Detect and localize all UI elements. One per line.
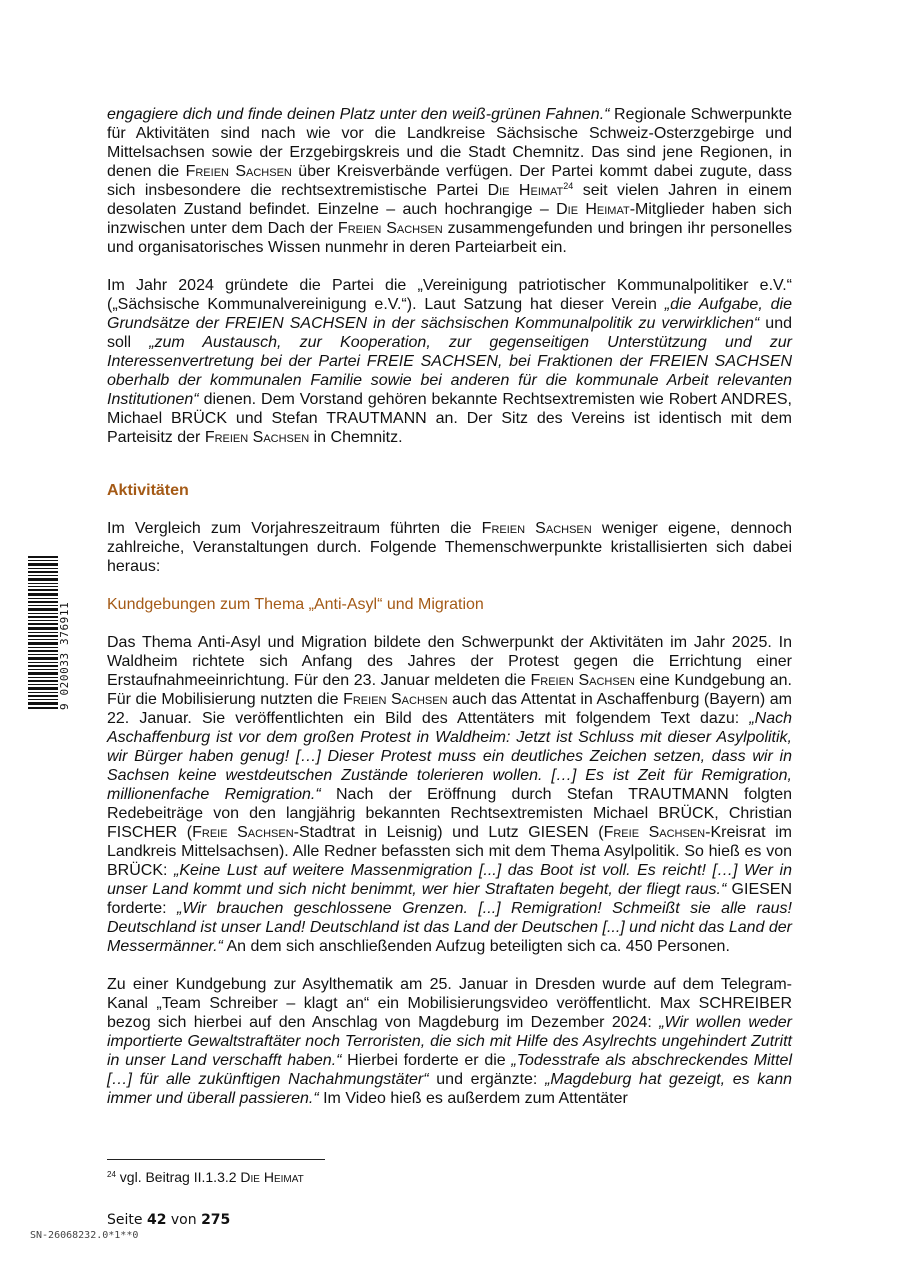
text: Zu einer Kundgebung zur Asylthematik am 25. Januar in Dresden wurde auf dem Telegram-Kanal „Team Schreiber – klagt an“ ein Mobilisierungsvideo veröffentlicht. Max SCHREIBER bezog sich hierbei auf den Anschlag von Magdeburg im Dezember 2024:: [107, 976, 792, 1031]
text: weniger eigene, dennoch zahlreiche, Veranstaltungen durch. Folgende Themenschwerpunkte kristallisierten sich dabei heraus:: [107, 520, 792, 575]
quote: engagiere dich und finde deinen Platz unter den weiß-grünen Fahnen.“: [107, 106, 610, 123]
footnote-text: vgl. Beitrag II.1.3.2: [115, 1169, 241, 1185]
quote: „Wir brauchen geschlossene Grenzen. [...] Remigration! Schmeißt sie alle raus! Deutschland ist unser Land! Deutschland ist das Land der Deutschen [...] und nicht das Land der Messermänner.“: [107, 900, 793, 955]
text: dienen. Dem Vorstand gehören bekannte Rechtsextremisten wie Robert ANDRES, Michael BRÜCK und Stefan TRAUTMANN an. Der Sitz des Vereins ist identisch mit dem Parteisitz der: [107, 391, 792, 446]
page-number: [107, 1212, 230, 1229]
party-name: Freien Sachsen: [204, 429, 310, 446]
current-page: 42: [146, 1212, 167, 1228]
quote: „Wir wollen weder importierte Gewaltstraftäter noch Terroristen, die sich mit Hilfe des Asylrechts ungehindert Zutritt in unser Land verschafft haben.“: [107, 1014, 792, 1069]
barcode-digits-text: 9 020033 376911: [58, 601, 71, 710]
party-name: Freien Sachsen: [185, 163, 292, 180]
footnote-separator: [107, 1159, 325, 1160]
quote: „Magdeburg hat gezeigt, es kann immer und überall passieren.“: [107, 1071, 792, 1107]
paragraph: [107, 975, 792, 1108]
text: zusammengefunden und bringen ihr personelles und organisatorisches Wissen nunmehr in deren Parteiarbeit ein.: [107, 220, 792, 256]
text: über Kreisverbände verfügen. Der Partei kommt dabei zugute, dass sich insbesondere die rechtsextremistische Partei: [107, 163, 793, 199]
text: auch das Attentat in Aschaffenburg (Bayern) am 22. Januar. Sie veröffentlichten ein Bild des Attentäters mit folgendem Text dazu:: [107, 691, 792, 727]
text: Im Vergleich zum Vorjahreszeitraum führten die: [107, 520, 482, 537]
text: Im Jahr 2024 gründete die Partei die „Vereinigung patriotischer Kommunalpolitiker e.V.“ („Sächsische Kommunalvereinigung e.V.“). Laut Satzung hat dieser Verein: [107, 277, 792, 313]
footnote: [107, 1169, 304, 1186]
footnote-reference[interactable]: 24: [563, 181, 574, 191]
text: und soll: [107, 315, 793, 351]
text: und ergänzte:: [428, 1071, 546, 1088]
paragraph: [107, 105, 792, 257]
page-label: von: [166, 1212, 202, 1228]
text: An dem sich anschließenden Aufzug beteiligten sich ca. 450 Personen.: [222, 938, 730, 955]
text: seit vielen Jahren in einem desolaten Zustand befindet. Einzelne – auch hochrangige –: [107, 182, 793, 218]
text: -Stadtrat in Leisnig) und Lutz GIESEN (: [293, 824, 604, 841]
text: Nach der Eröffnung durch Stefan TRAUTMANN folgten Redebeiträge von den langjährig bekannten Rechtsextremisten Michael BRÜCK, Christian FISCHER (: [107, 786, 793, 841]
text: in Chemnitz.: [309, 429, 403, 446]
party-name: Freie Sachsen: [603, 824, 706, 841]
party-name: Die Heimat: [240, 1169, 304, 1185]
party-name: Freien Sachsen: [530, 672, 635, 689]
text: Hierbei forderte er die: [341, 1052, 512, 1069]
section-heading: Aktivitäten: [107, 482, 189, 499]
quote: „Todesstrafe als abschreckendes Mittel […] für alle zukünftigen Nachahmungstäter“: [107, 1052, 792, 1088]
quote: „die Aufgabe, die Grundsätze der FREIEN SACHSEN in der sächsischen Kommunalpolitik zu verwirklichen“: [107, 296, 792, 332]
text: -Kreisrat im Landkreis Mittelsachsen). Alle Redner befassten sich mit dem Thema Asylpolitik. So hieß es von BRÜCK:: [107, 824, 793, 879]
main-text: [107, 105, 792, 1127]
paragraph: [107, 633, 792, 956]
text: Das Thema Anti-Asyl und Migration bildete den Schwerpunkt der Aktivitäten im Jahr 2025. In Waldheim richtete sich Anfang des Jahres der Protest gegen die Errichtung einer Erstaufnahmeeinrichtung. Für den 23. Januar meldeten die: [107, 634, 792, 689]
quote: „zum Austausch, zur Kooperation, zur gegenseitigen Unterstützung und zur Interessenvertretung bei der Partei FREIE SACHSEN, bei Fraktionen der FREIEN SACHSEN oberhalb der kommunalen Familie sowie bei anderen für die kommunale Arbeit relevanten Institutionen“: [107, 334, 793, 408]
page-label: Seite: [107, 1212, 147, 1228]
quote: „Nach Aschaffenburg ist vor dem großen Protest in Waldheim: Jetzt ist Schluss mit dieser Asylpolitik, wir Bürger haben genug! […] Dieser Protest muss ein deutliches Zeichen setzen, dass wir in Sachsen keine westdeutschen Zustände tolerieren wollen. […] Es ist Zeit für Remigration, millionenfache Remigration.“: [107, 710, 792, 803]
text: Im Video hieß es außerdem zum Attentäter: [318, 1090, 628, 1107]
text: eine Kundgebung an. Für die Mobilisierung nutzten die: [107, 672, 792, 708]
quote: „Keine Lust auf weitere Massenmigration [...] das Boot ist voll. Es reicht! […] Wer in unser Land kommt und sich nicht benimmt, wer hier Straftaten begeht, der fliegt raus.“: [107, 862, 792, 898]
party-name: Freie Sachsen: [192, 824, 294, 841]
paragraph: [107, 519, 792, 576]
subsection-heading: Kundgebungen zum Thema „Anti-Asyl“ und Migration: [107, 596, 484, 613]
party-name: Freien Sachsen: [337, 220, 443, 237]
footnote-number: 24: [107, 1170, 116, 1179]
party-name: Freien Sachsen: [481, 520, 592, 537]
barcode-number: [58, 556, 72, 710]
party-name: Die Heimat: [556, 201, 630, 218]
text: GIESEN forderte:: [107, 881, 793, 917]
party-name: Freien Sachsen: [343, 691, 448, 708]
document-code: SN-26068232.0*1**0: [30, 1230, 139, 1241]
party-name: Die Heimat: [487, 182, 564, 199]
total-pages: 275: [201, 1212, 231, 1228]
paragraph: [107, 276, 792, 447]
text: -Mitglieder haben sich inzwischen unter dem Dach der: [107, 201, 792, 237]
text: Regionale Schwerpunkte für Aktivitäten sind nach wie vor die Landkreise Sächsische Schweiz-Osterzgebirge und Mittelsachsen sowie der Erzgebirgskreis und die Stadt Chemnitz. Das sind jene Regionen, in denen die: [107, 106, 792, 180]
